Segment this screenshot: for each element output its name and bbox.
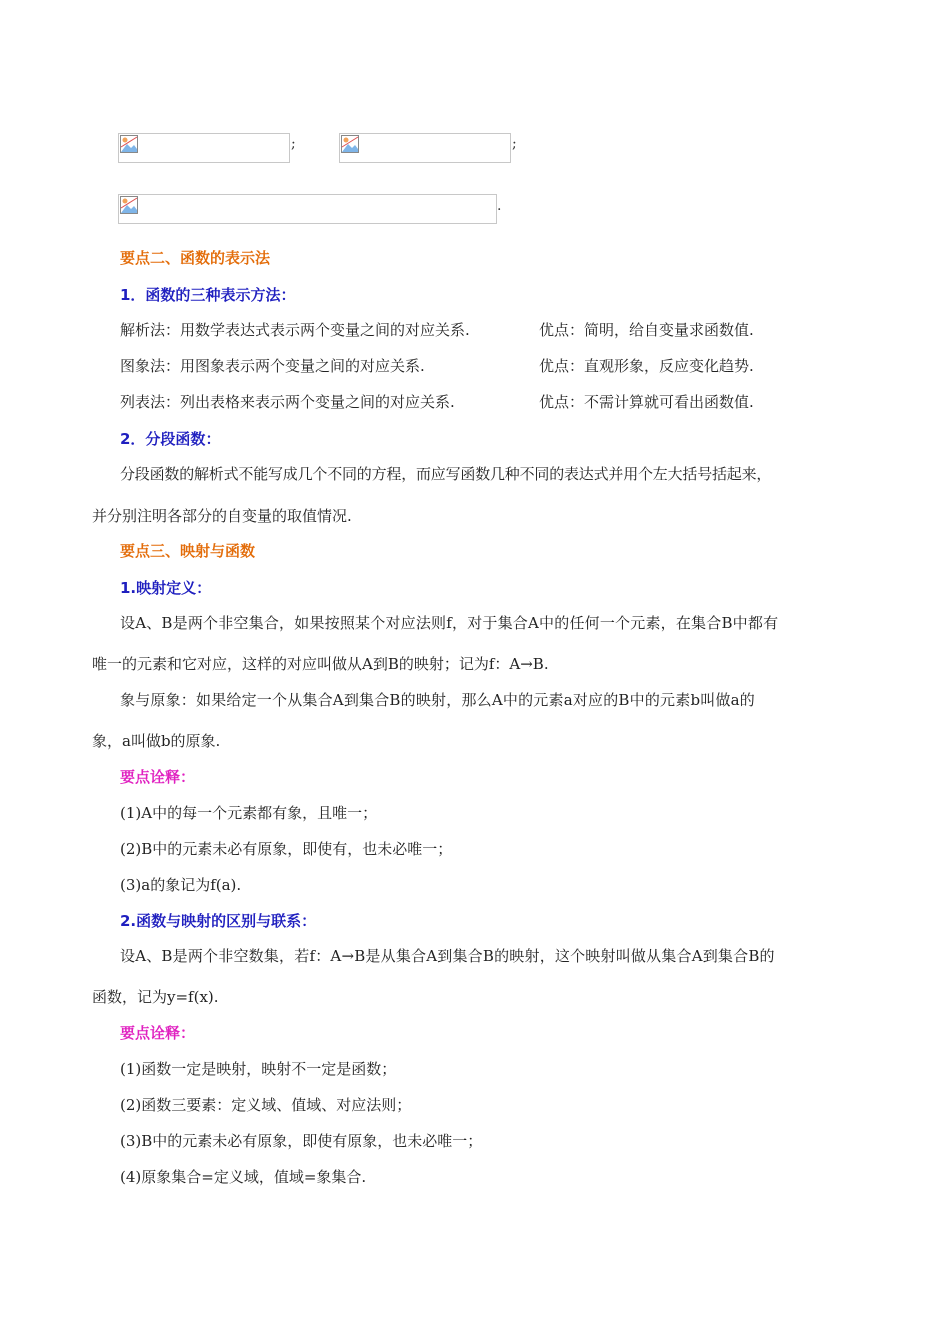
note-item: (4)原象集合=定义域，值域=象集合. bbox=[120, 1168, 367, 1186]
paragraph-line: 象，a叫做b的原象. bbox=[92, 732, 221, 750]
paragraph-line: 唯一的元素和它对应，这样的对应叫做从A到B的映射；记为f：A→B. bbox=[92, 655, 549, 673]
paragraph-line: 并分别注明各部分的自变量的取值情况. bbox=[92, 507, 352, 525]
image-placeholder-1 bbox=[118, 133, 290, 163]
note-item: (1)函数一定是映射，映射不一定是函数； bbox=[120, 1060, 397, 1078]
method-advantage: 优点：直观形象，反应变化趋势. bbox=[539, 357, 754, 375]
broken-image-icon bbox=[120, 196, 138, 214]
note-item: (3)B中的元素未必有原象，即使有原象，也未必唯一； bbox=[120, 1132, 483, 1150]
note-heading: 要点诠释： bbox=[120, 1024, 196, 1042]
section-heading: 要点二、函数的表示法 bbox=[120, 249, 271, 267]
image-placeholder-2 bbox=[339, 133, 511, 163]
paragraph-line: 分段函数的解析式不能写成几个不同的方程，而应写函数几种不同的表达式并用个左大括号括起来， bbox=[120, 465, 772, 483]
note-item: (2)B中的元素未必有原象，即使有，也未必唯一； bbox=[120, 840, 453, 858]
image-placeholder-3 bbox=[118, 194, 497, 224]
method-advantage: 优点：不需计算就可看出函数值. bbox=[539, 393, 754, 411]
paragraph-line: 设A、B是两个非空数集，若f：A→B是从集合A到集合B的映射，这个映射叫做从集合A到集合B的 bbox=[120, 947, 775, 965]
subheading: 2.函数与映射的区别与联系： bbox=[120, 912, 317, 930]
section-heading: 要点三、映射与函数 bbox=[120, 542, 256, 560]
paragraph-line: 象与原象：如果给定一个从集合A到集合B的映射，那么A中的元素a对应的B中的元素b叫做a的 bbox=[120, 691, 756, 709]
method-line: 图象法：用图象表示两个变量之间的对应关系. bbox=[120, 357, 425, 375]
note-item: (3)a的象记为f(a). bbox=[120, 876, 242, 894]
note-heading: 要点诠释： bbox=[120, 768, 196, 786]
broken-image-icon bbox=[120, 135, 138, 153]
method-advantage: 优点：简明，给自变量求函数值. bbox=[539, 321, 754, 339]
broken-image-icon bbox=[341, 135, 359, 153]
note-item: (2)函数三要素：定义域、值域、对应法则； bbox=[120, 1096, 412, 1114]
paragraph-line: 函数，记为y=f(x). bbox=[92, 988, 219, 1006]
period: . bbox=[497, 198, 502, 214]
paragraph-line: 设A、B是两个非空集合，如果按照某个对应法则f，对于集合A中的任何一个元素，在集合B中都有 bbox=[120, 614, 779, 632]
method-line: 解析法：用数学表达式表示两个变量之间的对应关系. bbox=[120, 321, 470, 339]
semicolon: ; bbox=[512, 136, 517, 152]
subheading: 1．函数的三种表示方法： bbox=[120, 286, 296, 304]
method-line: 列表法：列出表格来表示两个变量之间的对应关系. bbox=[120, 393, 455, 411]
subheading: 1.映射定义： bbox=[120, 579, 212, 597]
note-item: (1)A中的每一个元素都有象，且唯一； bbox=[120, 804, 378, 822]
subheading: 2．分段函数： bbox=[120, 430, 221, 448]
semicolon: ; bbox=[291, 136, 296, 152]
